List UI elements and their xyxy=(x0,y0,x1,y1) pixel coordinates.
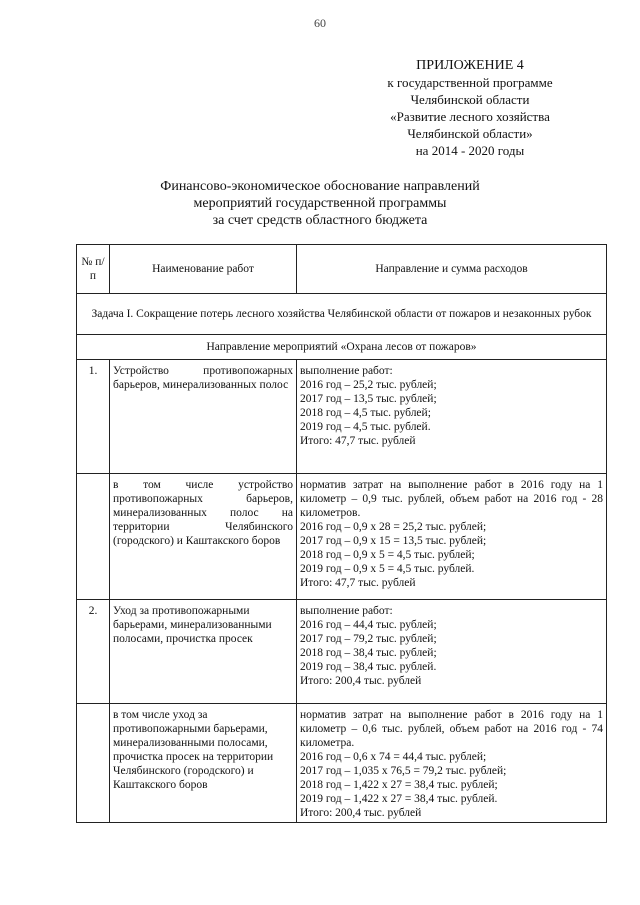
appendix-line: Челябинской области xyxy=(410,92,530,107)
header-direction: Направление и сумма расходов xyxy=(297,245,607,294)
direction-row xyxy=(77,335,607,360)
expense-cell xyxy=(297,474,607,600)
row-number xyxy=(77,704,110,823)
direction-title: Направление мероприятий «Охрана лесов от пожаров» xyxy=(77,335,607,360)
appendix-heading: ПРИЛОЖЕНИЕ 4 xyxy=(416,58,524,73)
expense-line: 2018 год – 1,422 х 27 = 38,4 тыс. рублей; xyxy=(300,779,498,791)
title-line: Финансово-экономическое обоснование направлений xyxy=(160,179,480,194)
header-work-name: Наименование работ xyxy=(110,245,297,294)
document-title xyxy=(90,178,550,229)
expense-cell xyxy=(297,600,607,704)
expense-line: 2016 год – 25,2 тыс. рублей; xyxy=(300,379,437,391)
expense-line: 2018 год – 4,5 тыс. рублей; xyxy=(300,407,431,419)
expense-line: 2017 год – 1,035 х 76,5 = 79,2 тыс. рублей; xyxy=(300,765,507,777)
expense-cell xyxy=(297,704,607,823)
page-number: 60 xyxy=(314,16,326,30)
appendix-line: на 2014 - 2020 годы xyxy=(415,143,525,158)
appendix-line: к государственной программе xyxy=(387,75,553,90)
expense-line: 2019 год – 1,422 х 27 = 38,4 тыс. рублей. xyxy=(300,793,498,805)
appendix-line: «Развитие лесного хозяйства xyxy=(390,109,550,124)
cost-norm-text: норматив затрат на выполнение работ в 2016 году на 1 километр – 0,6 тыс. рублей, объем работ на 2016 год - 74 километра. xyxy=(300,709,603,749)
expense-line: 2016 год – 0,9 х 28 = 25,2 тыс. рублей; xyxy=(300,521,487,533)
expense-line: 2018 год – 38,4 тыс. рублей; xyxy=(300,647,437,659)
expense-line: 2019 год – 0,9 х 5 = 4,5 тыс. рублей. xyxy=(300,563,475,575)
task-title: Задача I. Сокращение потерь лесного хозяйства Челябинской области от пожаров и незаконных рубок xyxy=(77,294,607,335)
table-row xyxy=(77,704,607,823)
expense-line: 2016 год – 44,4 тыс. рублей; xyxy=(300,619,437,631)
work-name: Устройство противопожарных барьеров, минерализованных полос xyxy=(110,360,297,474)
expense-total: Итого: 200,4 тыс. рублей xyxy=(300,807,422,819)
row-number: 1. xyxy=(77,360,110,474)
cost-norm-text: норматив затрат на выполнение работ в 2016 году на 1 километр – 0,9 тыс. рублей, объем работ на 2016 год - 28 километров. xyxy=(300,479,603,519)
table-row xyxy=(77,360,607,474)
title-line: за счет средств областного бюджета xyxy=(212,213,428,228)
expense-line: 2016 год – 0,6 х 74 = 44,4 тыс. рублей; xyxy=(300,751,487,763)
expense-line: 2017 год – 0,9 х 15 = 13,5 тыс. рублей; xyxy=(300,535,487,547)
work-name: Уход за противопожарными барьерами, минерализованными полосами, прочистка просек xyxy=(110,600,297,704)
work-name: в том числе устройство противопожарных барьеров, минерализованных полос на территории Челябинского (городского) и Каштакского боров xyxy=(110,474,297,600)
budget-table xyxy=(76,244,607,823)
title-line: мероприятий государственной программы xyxy=(193,196,447,211)
expense-line: выполнение работ: xyxy=(300,605,393,617)
expense-line: 2018 год – 0,9 х 5 = 4,5 тыс. рублей; xyxy=(300,549,475,561)
appendix-block xyxy=(345,57,595,159)
table-row xyxy=(77,474,607,600)
expense-line: 2019 год – 4,5 тыс. рублей. xyxy=(300,421,431,433)
table-row xyxy=(77,600,607,704)
row-number: 2. xyxy=(77,600,110,704)
expense-line: 2017 год – 13,5 тыс. рублей; xyxy=(300,393,437,405)
expense-total: Итого: 200,4 тыс. рублей xyxy=(300,675,422,687)
table-header-row xyxy=(77,245,607,294)
expense-line: выполнение работ: xyxy=(300,365,393,377)
expense-line: 2017 год – 79,2 тыс. рублей; xyxy=(300,633,437,645)
task-row xyxy=(77,294,607,335)
appendix-line: Челябинской области» xyxy=(407,126,533,141)
expense-total: Итого: 47,7 тыс. рублей xyxy=(300,577,416,589)
row-number xyxy=(77,474,110,600)
work-name: в том числе уход за противопожарными барьерами, минерализованными полосами, прочистка просек на территории Челябинского (городского) и Каштакского боров xyxy=(110,704,297,823)
header-number: № п/п xyxy=(77,245,110,294)
expense-total: Итого: 47,7 тыс. рублей xyxy=(300,435,416,447)
expense-cell xyxy=(297,360,607,474)
expense-line: 2019 год – 38,4 тыс. рублей. xyxy=(300,661,437,673)
